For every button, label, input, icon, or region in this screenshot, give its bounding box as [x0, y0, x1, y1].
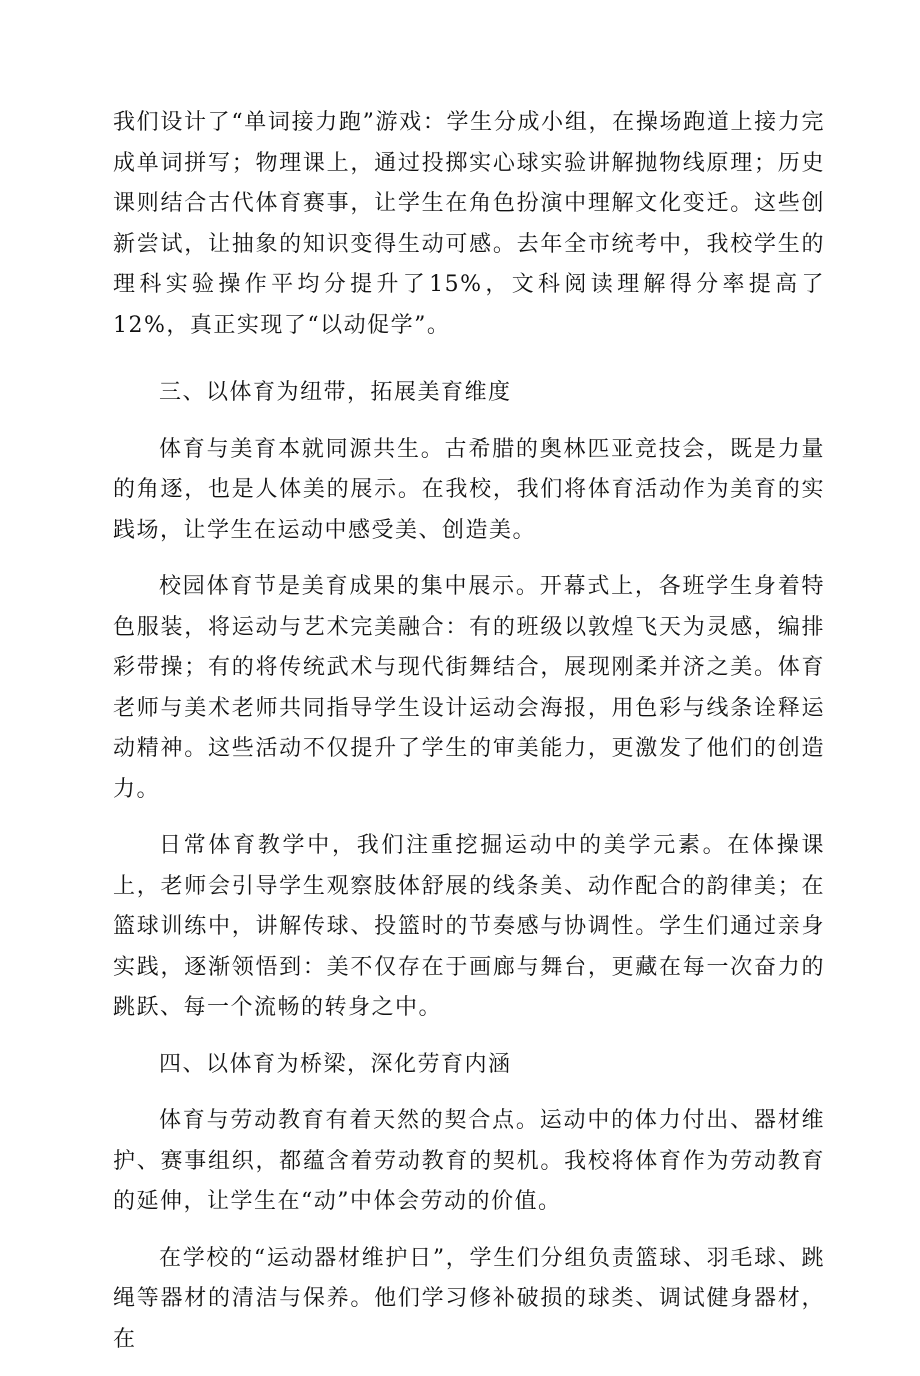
paragraph-continued: 我们设计了“单词接力跑”游戏：学生分成小组，在操场跑道上接力完成单词拼写；物理课上，通过投掷实心球实验讲解抛物线原理；历史课则结合古代体育赛事，让学生在角色扮演中理解文化变迁。这些创新尝试，让抽象的知识变得生动可感。去年全市统考中，我校学生的理科实验操作平均分提升了15%，文科阅读理解得分率提高了12%，真正实现了“以动促学”。 [113, 110, 825, 338]
section-heading-3: 三、以体育为纽带，拓展美育维度 [159, 380, 512, 405]
document-body [113, 103, 825, 1376]
paragraph: 日常体育教学中，我们注重挖掘运动中的美学元素。在体操课上，老师会引导学生观察肢体舒展的线条美、动作配合的韵律美；在篮球训练中，讲解传球、投篮时的节奏感与协调性。学生们通过亲身实践，逐渐领悟到：美不仅存在于画廊与舞台，更藏在每一次奋力的跳跃、每一个流畅的转身之中。 [113, 833, 825, 1020]
paragraph: 体育与美育本就同源共生。古希腊的奥林匹亚竞技会，既是力量的角逐，也是人体美的展示。在我校，我们将体育活动作为美育的实践场，让学生在运动中感受美、创造美。 [113, 436, 825, 543]
paragraph: 在学校的“运动器材维护日”，学生们分组负责篮球、羽毛球、跳绳等器材的清洁与保养。他们学习修补破损的球类、调试健身器材，在 [113, 1245, 825, 1352]
paragraph: 校园体育节是美育成果的集中展示。开幕式上，各班学生身着特色服装，将运动与艺术完美融合：有的班级以敦煌飞天为灵感，编排彩带操；有的将传统武术与现代街舞结合，展现刚柔并济之美。体育老师与美术老师共同指导学生设计运动会海报，用色彩与线条诠释运动精神。这些活动不仅提升了学生的审美能力，更激发了他们的创造力。 [113, 574, 825, 802]
paragraph: 体育与劳动教育有着天然的契合点。运动中的体力付出、器材维护、赛事组织，都蕴含着劳动教育的契机。我校将体育作为劳动教育的延伸，让学生在“动”中体会劳动的价值。 [113, 1108, 825, 1214]
section-heading-4: 四、以体育为桥梁，深化劳育内涵 [159, 1051, 512, 1077]
